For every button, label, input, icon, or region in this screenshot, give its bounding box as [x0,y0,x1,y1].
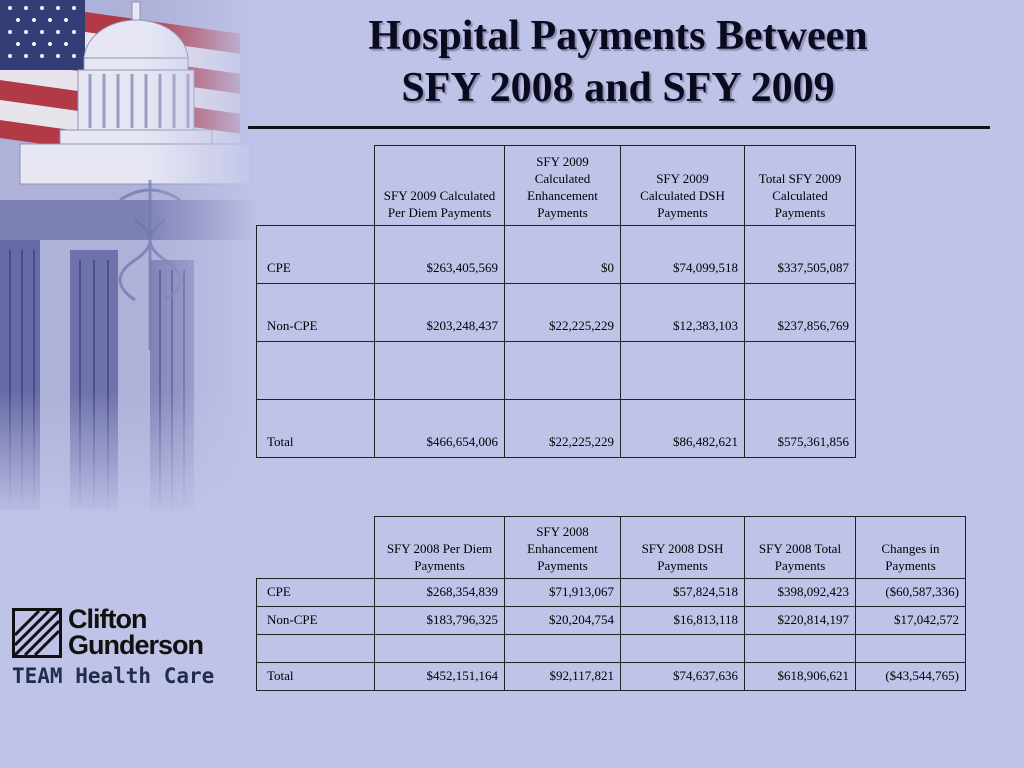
logo-name-line-1: Clifton [68,604,147,634]
table-row-empty [257,635,966,663]
table-cell: $452,151,164 [375,663,505,691]
table-cell: $16,813,118 [621,607,745,635]
table-cell: $618,906,621 [745,663,856,691]
table-cell: $398,092,423 [745,579,856,607]
table-cell: $74,099,518 [621,226,745,284]
title-underline [248,126,990,129]
header-cell: SFY 2009 Calculated Per Diem Payments [375,146,505,226]
table-row-total [257,663,966,691]
header-cell-empty [257,146,375,226]
table-cell: ($43,544,765) [856,663,966,691]
header-cell: SFY 2009 Calculated Enhancement Payments [505,146,621,226]
logo-name-line-2: Gunderson [68,630,204,660]
row-label: Total [257,663,375,691]
logo-tagline: TEAM Health Care [12,664,215,688]
table-row [257,579,966,607]
table-cell [375,342,505,400]
header-cell: SFY 2008 Enhancement Payments [505,517,621,579]
table-cell [375,635,505,663]
header-cell-empty [257,517,375,579]
title-line-2: SFY 2008 and SFY 2009 [401,65,835,111]
table-cell [505,635,621,663]
table-cell: $57,824,518 [621,579,745,607]
table-row [257,607,966,635]
row-label [257,635,375,663]
table-header-row [257,517,966,579]
table-cell [745,635,856,663]
table-cell [505,342,621,400]
logo-mark-icon [12,608,62,658]
table-cell [621,635,745,663]
header-cell: SFY 2008 Total Payments [745,517,856,579]
company-logo [12,606,234,692]
table-cell [745,342,856,400]
table-cell: $71,913,067 [505,579,621,607]
table-cell: $183,796,325 [375,607,505,635]
page-title [248,10,988,114]
header-cell: SFY 2008 Per Diem Payments [375,517,505,579]
table-row [257,284,856,342]
header-cell: SFY 2009 Calculated DSH Payments [621,146,745,226]
table-cell: $22,225,229 [505,400,621,458]
table-cell: $203,248,437 [375,284,505,342]
table-cell: $92,117,821 [505,663,621,691]
table-cell: $268,354,839 [375,579,505,607]
row-label: Total [257,400,375,458]
title-line-1: Hospital Payments Between [368,13,868,59]
table-header-row [257,146,856,226]
table-cell: $12,383,103 [621,284,745,342]
art-fade-overlay [0,0,260,520]
table-row-total [257,400,856,458]
table-cell: $0 [505,226,621,284]
table-cell: $74,637,636 [621,663,745,691]
table-cell: $22,225,229 [505,284,621,342]
table-cell: $86,482,621 [621,400,745,458]
table-cell: $263,405,569 [375,226,505,284]
row-label: CPE [257,226,375,284]
header-cell: Total SFY 2009 Calculated Payments [745,146,856,226]
table-cell: $575,361,856 [745,400,856,458]
sfy2008-payments-table [256,516,966,691]
row-label: Non-CPE [257,284,375,342]
table-cell [621,342,745,400]
table-cell: $220,814,197 [745,607,856,635]
table-cell: $237,856,769 [745,284,856,342]
header-cell: Changes in Payments [856,517,966,579]
table-row [257,226,856,284]
row-label: Non-CPE [257,607,375,635]
table-cell: ($60,587,336) [856,579,966,607]
table-cell: $17,042,572 [856,607,966,635]
row-label [257,342,375,400]
header-cell: SFY 2008 DSH Payments [621,517,745,579]
row-label: CPE [257,579,375,607]
sfy2009-payments-table [256,145,856,458]
table-cell [856,635,966,663]
table-cell: $466,654,006 [375,400,505,458]
capitol-background-image [0,0,260,520]
table-row-empty [257,342,856,400]
table-cell: $337,505,087 [745,226,856,284]
table-cell: $20,204,754 [505,607,621,635]
